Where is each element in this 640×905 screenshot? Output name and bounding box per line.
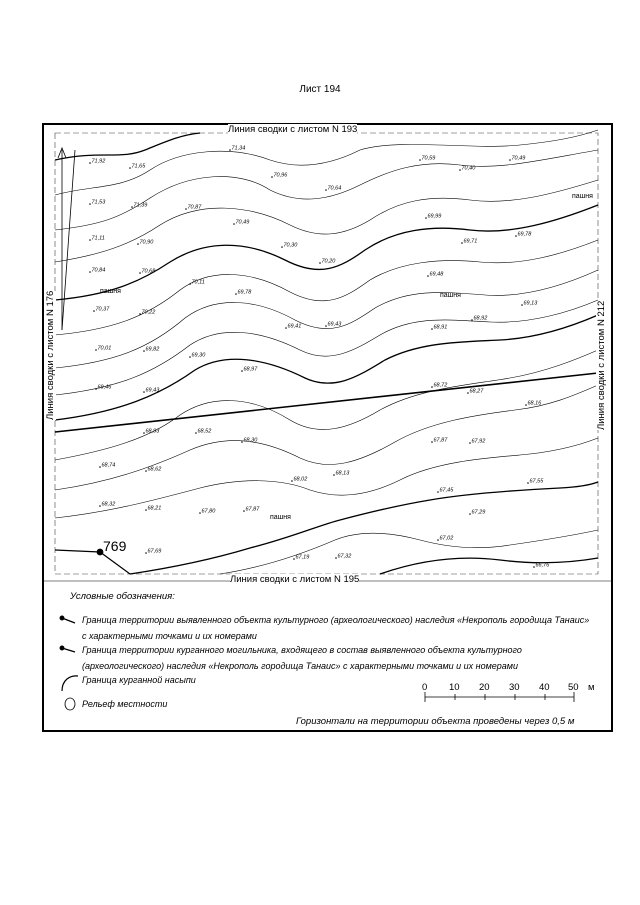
contour-line <box>55 438 598 518</box>
elevation-points <box>89 146 550 569</box>
elevation-label: 70,37 <box>95 306 110 313</box>
legend-title: Условные обозначения: <box>70 591 175 602</box>
legend-item-object-boundary: Граница территории выявленного объекта культурного (археологического) наследия «Некрополь городища Танаис» с характерными точками и их номерами <box>82 615 590 641</box>
legend-symbol-mound-boundary <box>62 676 78 691</box>
contour-lines <box>55 130 598 574</box>
elevation-label: 70,22 <box>141 309 156 316</box>
contour-line <box>380 558 598 574</box>
elevation-label: 69,78 <box>517 231 532 238</box>
elevation-label: 68,21 <box>147 505 162 512</box>
legend-symbol-burial-boundary <box>60 646 75 652</box>
legend-item-relief: Рельеф местности <box>82 699 168 709</box>
elevation-label: 69,43 <box>145 387 160 394</box>
scale-unit: м <box>588 682 595 693</box>
elevation-label: 67,87 <box>433 437 448 444</box>
elevation-label: 68,52 <box>197 428 212 435</box>
elevation-label: 70,96 <box>273 172 288 179</box>
border-label-left: Линия сводки с листом N 176 <box>45 290 56 420</box>
border-label-bottom: Линия сводки с листом N 195 <box>230 574 360 585</box>
elevation-label: 70,49 <box>511 155 526 162</box>
elevation-label: 69,41 <box>287 323 302 330</box>
elevation-label: 69,13 <box>523 300 538 307</box>
elevation-label: 70,84 <box>91 267 106 274</box>
scale-tick-0: 0 <box>422 682 428 693</box>
elevation-label: 70,59 <box>421 155 436 162</box>
elevation-label: 71,65 <box>131 163 146 170</box>
elevation-label: 69,30 <box>191 352 206 359</box>
scale-tick-40: 40 <box>539 682 550 693</box>
legend-item-mound-boundary: Граница курганной насыпи <box>82 675 196 685</box>
contour-line <box>55 267 598 368</box>
elevation-label: 68,97 <box>243 366 258 373</box>
scale-tick-30: 30 <box>509 682 520 693</box>
contour-line <box>55 315 598 420</box>
elevation-label: 68,16 <box>527 400 542 407</box>
elevation-label: 67,45 <box>439 487 454 494</box>
boundary-line <box>55 373 598 432</box>
elevation-label: 68,72 <box>433 382 448 389</box>
elevation-label: 70,68 <box>141 268 156 275</box>
elevation-label: 67,69 <box>147 548 162 555</box>
elevation-label: 67,02 <box>439 535 454 542</box>
elevation-label: 70,40 <box>461 165 476 172</box>
elevation-label: 67,92 <box>471 438 486 445</box>
elevation-label: 70,20 <box>321 258 336 265</box>
area-label-1: пашня <box>100 288 121 295</box>
border-label-top: Линия сводки с листом N 193 <box>228 124 358 135</box>
elevation-label: 68,32 <box>101 501 116 508</box>
elevation-label: 69,46 <box>97 384 112 391</box>
elevation-label: 67,87 <box>245 506 260 513</box>
elevation-label: 70,90 <box>139 239 154 246</box>
scale-tick-20: 20 <box>479 682 490 693</box>
elevation-label: 71,92 <box>91 158 106 165</box>
elevation-label: 71,34 <box>231 145 246 152</box>
scale-tick-10: 10 <box>449 682 460 693</box>
legend-symbol-object-boundary <box>60 616 75 623</box>
elevation-label: 70,87 <box>187 204 202 211</box>
elevation-label: 70,49 <box>235 219 250 226</box>
contour-line <box>55 240 598 335</box>
contour-line <box>55 133 200 160</box>
elevation-label: 67,55 <box>529 478 544 485</box>
contour-line <box>130 482 598 574</box>
contour-line <box>55 300 598 395</box>
inner-frame <box>55 133 598 574</box>
legend-item-burial-boundary: Граница территории курганного могильника, входящего в состав выявленного объекта культурного (археологического) наследия «Некрополь городища Танаис» с характерными точками и их номерами <box>82 645 522 671</box>
contour-note: Горизонтали на территории объекта проведены через 0,5 м <box>296 716 575 727</box>
elevation-label: 69,48 <box>429 271 444 278</box>
elevation-label: 68,30 <box>243 437 258 444</box>
elevation-label: 69,78 <box>237 289 252 296</box>
sheet-title: Лист 194 <box>299 84 341 95</box>
elevation-label: 68,74 <box>101 462 116 469</box>
contour-line <box>55 350 598 460</box>
elevation-label: 70,64 <box>327 185 342 192</box>
border-label-right: Линия сводки с листом N 212 <box>596 300 607 430</box>
elevation-label: 71,39 <box>133 202 148 209</box>
area-label-3: пашня <box>572 193 593 200</box>
scale-tick-50: 50 <box>568 682 579 693</box>
elevation-label: 68,62 <box>147 466 162 473</box>
elevation-label: 69,71 <box>463 238 478 245</box>
north-arrow-icon <box>58 148 75 330</box>
contour-line <box>55 130 598 195</box>
elevation-label: 70,11 <box>191 279 205 286</box>
area-label-2: пашня <box>440 292 461 299</box>
elevation-label: 68,93 <box>145 428 160 435</box>
elevation-label: 70,30 <box>283 242 298 249</box>
elevation-label: 68,92 <box>473 315 488 322</box>
elevation-label: 68,13 <box>335 470 350 477</box>
elevation-label: 67,80 <box>201 508 216 515</box>
elevation-label: 67,29 <box>471 509 486 516</box>
elevation-label: 70,01 <box>97 345 112 352</box>
elevation-label: 69,82 <box>145 346 160 353</box>
elevation-label: 69,43 <box>327 321 342 328</box>
elevation-label: 71,11 <box>91 235 105 242</box>
legend-symbol-relief <box>65 698 75 710</box>
area-label-4: пашня <box>270 514 291 521</box>
elevation-label: 71,53 <box>91 199 106 206</box>
point-number-label: 769 <box>103 538 127 554</box>
elevation-label: 69,99 <box>427 213 442 220</box>
elevation-label: 68,91 <box>433 324 448 331</box>
contour-line <box>55 180 598 262</box>
elevation-label: 67,32 <box>337 553 352 560</box>
elevation-label: 68,02 <box>293 476 308 483</box>
elevation-label: 66,76 <box>535 562 550 569</box>
elevation-label: 67,19 <box>295 554 310 561</box>
elevation-label: 68,27 <box>469 388 484 395</box>
